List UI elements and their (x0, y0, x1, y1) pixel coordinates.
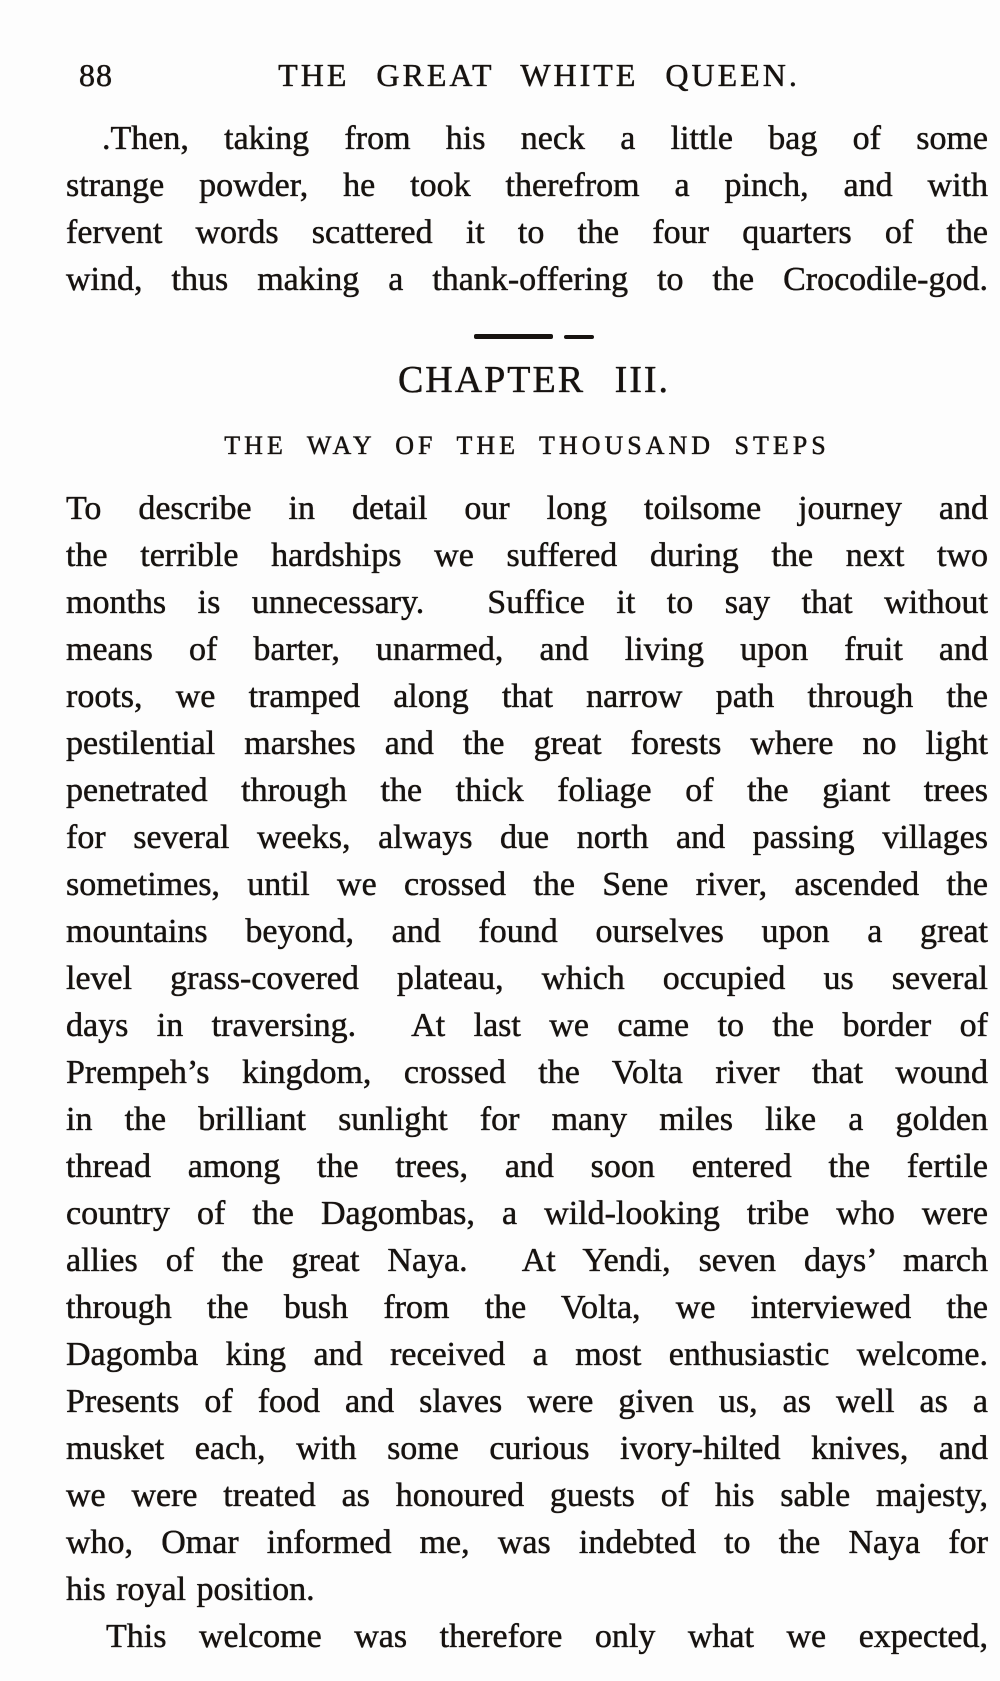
text-line: Presents of food and slaves were given us, as well as a (66, 1383, 988, 1420)
page-number: 88 (79, 57, 113, 93)
text-line: To describe in detail our long toilsome journey and (66, 490, 988, 527)
text-line: we were treated as honoured guests of his sable majesty, (66, 1477, 988, 1514)
text-line: days in traversing. At last we came to the border of (66, 1007, 988, 1044)
text-line: musket each, with some curious ivory-hilted knives, and (66, 1430, 988, 1467)
text-line: who, Omar informed me, was indebted to the Naya for (66, 1524, 988, 1561)
text-line: mountains beyond, and found ourselves upon a great (66, 913, 988, 950)
page-header (66, 55, 988, 97)
running-title: THE GREAT WHITE QUEEN. (278, 57, 800, 93)
text-line: roots, we tramped along that narrow path through the (66, 678, 988, 715)
text-line: Prempeh’s kingdom, crossed the Volta river that wound (66, 1054, 988, 1091)
text-line: This welcome was therefore only what we expected, (106, 1618, 988, 1655)
text-line: sometimes, until we crossed the Sene river, ascended the (66, 866, 988, 903)
closing-paragraph (66, 1613, 988, 1660)
chapter-subtitle: THE WAY OF THE THOUSAND STEPS (224, 431, 830, 460)
section-divider (474, 334, 594, 339)
text-line: allies of the great Naya. At Yendi, seven days’ march (66, 1242, 988, 1279)
divider-dash-long (474, 334, 553, 339)
text-line: .Then, taking from his neck a little bag of some (102, 120, 988, 157)
chapter-heading: CHAPTER III. (397, 359, 671, 401)
text-line: thread among the trees, and soon entered the fertile (66, 1148, 988, 1185)
text-line: in the brilliant sunlight for many miles like a golden (66, 1101, 988, 1138)
text-line: fervent words scattered it to the four quarters of the (66, 214, 988, 251)
text-line: for several weeks, always due north and passing villages (66, 819, 988, 856)
divider-dash-short (564, 335, 594, 339)
text-line: through the bush from the Volta, we interviewed the (66, 1289, 988, 1326)
text-line: penetrated through the thick foliage of the giant trees (66, 772, 988, 809)
text-line: wind, thus making a thank-offering to the Crocodile-god. (66, 261, 988, 298)
text-line: country of the Dagombas, a wild-looking tribe who were (66, 1195, 988, 1232)
intro-paragraph (66, 115, 988, 303)
text-line: months is unnecessary. Suffice it to say that without (66, 584, 988, 621)
text-line: his royal position. (66, 1571, 315, 1608)
body-paragraph (66, 485, 988, 1613)
text-line: strange powder, he took therefrom a pinch, and with (66, 167, 988, 204)
text-line: means of barter, unarmed, and living upon fruit and (66, 631, 988, 668)
text-line: the terrible hardships we suffered during the next two (66, 537, 988, 574)
text-line: level grass-covered plateau, which occupied us several (66, 960, 988, 997)
text-line: Dagomba king and received a most enthusiastic welcome. (66, 1336, 988, 1373)
text-line: pestilential marshes and the great forests where no light (66, 725, 988, 762)
